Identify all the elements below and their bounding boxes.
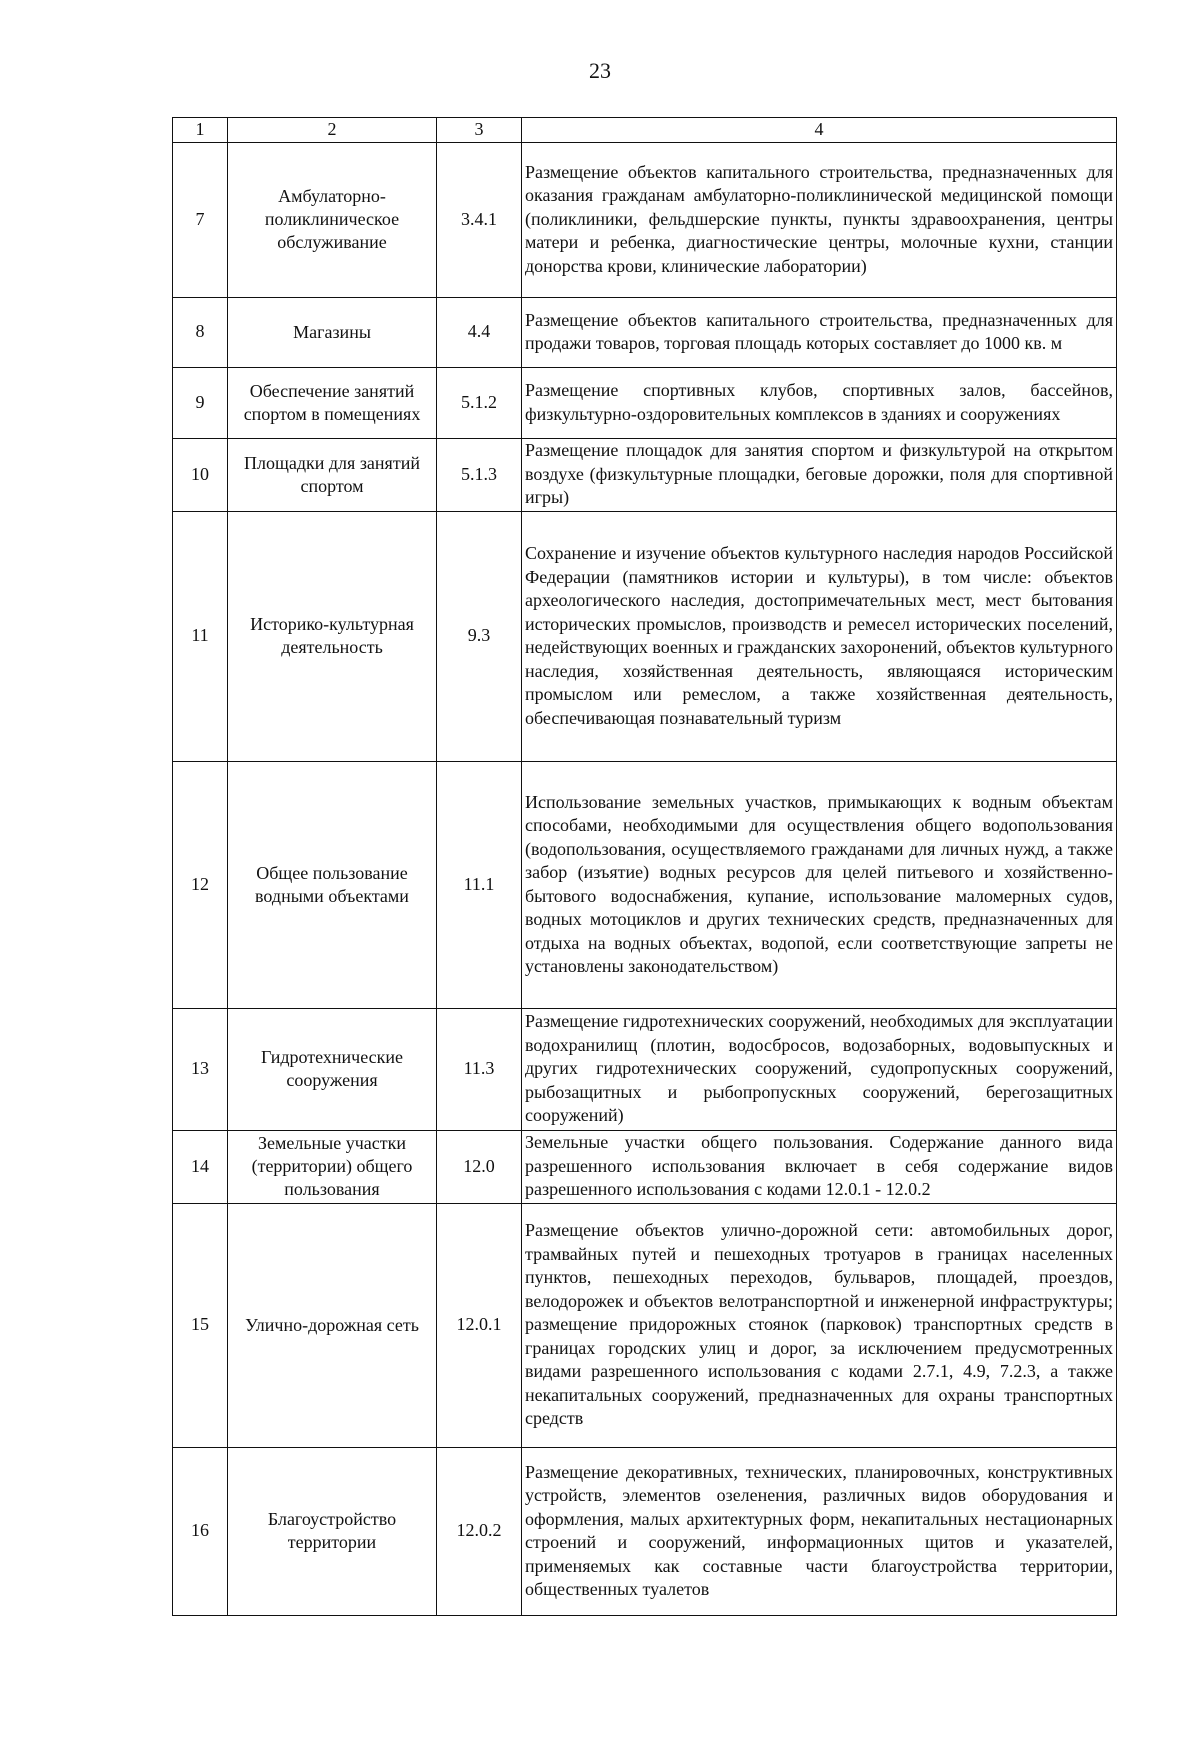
use-code: 3.4.1 xyxy=(437,142,522,297)
use-code: 12.0.2 xyxy=(437,1447,522,1615)
column-header-3: 3 xyxy=(437,118,522,143)
use-name: Улично-дорожная сеть xyxy=(228,1203,437,1447)
table-row xyxy=(173,438,1117,511)
use-description: Размещение декоративных, технических, планировочных, конструктивных устройств, элементов озеленения, различных видов оборудования и оформления, малых архитектурных форм, некапитальных нестационарных строений и сооружений, информационных щитов и указателей, применяемых как составные части благоустройства территории, общественных туалетов xyxy=(522,1447,1117,1615)
use-name: Гидротехнические сооружения xyxy=(228,1008,437,1130)
use-name: Историко-культурная деятельность xyxy=(228,511,437,761)
table-row xyxy=(173,511,1117,761)
row-number: 12 xyxy=(173,761,228,1008)
use-description: Размещение гидротехнических сооружений, необходимых для эксплуатации водохранилищ (плотин, водосбросов, водозаборных, водовыпускных и других гидротехнических сооружений, судопропускных сооружений, рыбозащитных и рыбопропускных сооружений, берегозащитных сооружений) xyxy=(522,1008,1117,1130)
row-number: 14 xyxy=(173,1130,228,1203)
row-number: 16 xyxy=(173,1447,228,1615)
use-code: 11.3 xyxy=(437,1008,522,1130)
row-number: 7 xyxy=(173,142,228,297)
row-number: 13 xyxy=(173,1008,228,1130)
use-name: Обеспечение занятий спортом в помещениях xyxy=(228,367,437,438)
use-description: Размещение объектов капитального строительства, предназначенных для продажи товаров, торговая площадь которых составляет до 1000 кв. м xyxy=(522,297,1117,367)
use-code: 12.0 xyxy=(437,1130,522,1203)
use-name: Общее пользование водными объектами xyxy=(228,761,437,1008)
table-row xyxy=(173,1203,1117,1447)
row-number: 15 xyxy=(173,1203,228,1447)
use-code: 9.3 xyxy=(437,511,522,761)
use-code: 4.4 xyxy=(437,297,522,367)
use-name: Площадки для занятий спортом xyxy=(228,438,437,511)
page-number: 23 xyxy=(589,58,611,83)
table-row xyxy=(173,367,1117,438)
use-name: Амбулаторно-поликлиническое обслуживание xyxy=(228,142,437,297)
table-row xyxy=(173,297,1117,367)
table-row xyxy=(173,1008,1117,1130)
use-name: Благоустройство территории xyxy=(228,1447,437,1615)
use-code: 5.1.2 xyxy=(437,367,522,438)
table-row xyxy=(173,142,1117,297)
use-description: Сохранение и изучение объектов культурного наследия народов Российской Федерации (памятников истории и культуры), в том числе: объектов археологического наследия, достопримечательных мест, мест бытования исторических промыслов, производств и ремесел исторических поселений, недействующих военных и гражданских захоронений, объектов культурного наследия, хозяйственная деятельность, являющаяся историческим промыслом или ремеслом, а также хозяйственная деятельность, обеспечивающая познавательный туризм xyxy=(522,511,1117,761)
use-name: Магазины xyxy=(228,297,437,367)
use-description: Размещение спортивных клубов, спортивных залов, бассейнов, физкультурно-оздоровительных комплексов в зданиях и сооружениях xyxy=(522,367,1117,438)
row-number: 8 xyxy=(173,297,228,367)
table-row xyxy=(173,1130,1117,1203)
use-description: Размещение объектов улично-дорожной сети: автомобильных дорог, трамвайных путей и пешеходных тротуаров в границах населенных пунктов, пешеходных переходов, бульваров, площадей, проездов, велодорожек и объектов велотранспортной и инженерной инфраструктуры; размещение придорожных стоянок (парковок) транспортных средств в границах городских улиц и дорог, за исключением предусмотренных видами разрешенного использования с кодами 2.7.1, 4.9, 7.2.3, а также некапитальных сооружений, предназначенных для охраны транспортных средств xyxy=(522,1203,1117,1447)
use-name: Земельные участки (территории) общего пользования xyxy=(228,1130,437,1203)
use-description: Размещение объектов капитального строительства, предназначенных для оказания гражданам амбулаторно-поликлинической медицинской помощи (поликлиники, фельдшерские пункты, пункты здравоохранения, центры матери и ребенка, диагностические центры, молочные кухни, станции донорства крови, клинические лаборатории) xyxy=(522,142,1117,297)
row-number: 10 xyxy=(173,438,228,511)
use-description: Использование земельных участков, примыкающих к водным объектам способами, необходимыми для осуществления общего водопользования (водопользования, осуществляемого гражданами для личных нужд, а также забор (изъятие) водных ресурсов для целей питьевого и хозяйственно-бытового водоснабжения, купание, использование маломерных судов, водных мотоциклов и других технических средств, предназначенных для отдыха на водных объектах, водопой, если соответствующие запреты не установлены законодательством) xyxy=(522,761,1117,1008)
table-row xyxy=(173,761,1117,1008)
table-row xyxy=(173,1447,1117,1615)
row-number: 11 xyxy=(173,511,228,761)
use-description: Размещение площадок для занятия спортом и физкультурой на открытом воздухе (физкультурные площадки, беговые дорожки, поля для спортивной игры) xyxy=(522,438,1117,511)
use-code: 5.1.3 xyxy=(437,438,522,511)
land-use-table xyxy=(172,117,1117,1616)
column-header-1: 1 xyxy=(173,118,228,143)
table-header-row xyxy=(173,118,1117,143)
row-number: 9 xyxy=(173,367,228,438)
use-description: Земельные участки общего пользования. Содержание данного вида разрешенного использования включает в себя содержание видов разрешенного использования с кодами 12.0.1 - 12.0.2 xyxy=(522,1130,1117,1203)
column-header-4: 4 xyxy=(522,118,1117,143)
column-header-2: 2 xyxy=(228,118,437,143)
use-code: 12.0.1 xyxy=(437,1203,522,1447)
use-code: 11.1 xyxy=(437,761,522,1008)
